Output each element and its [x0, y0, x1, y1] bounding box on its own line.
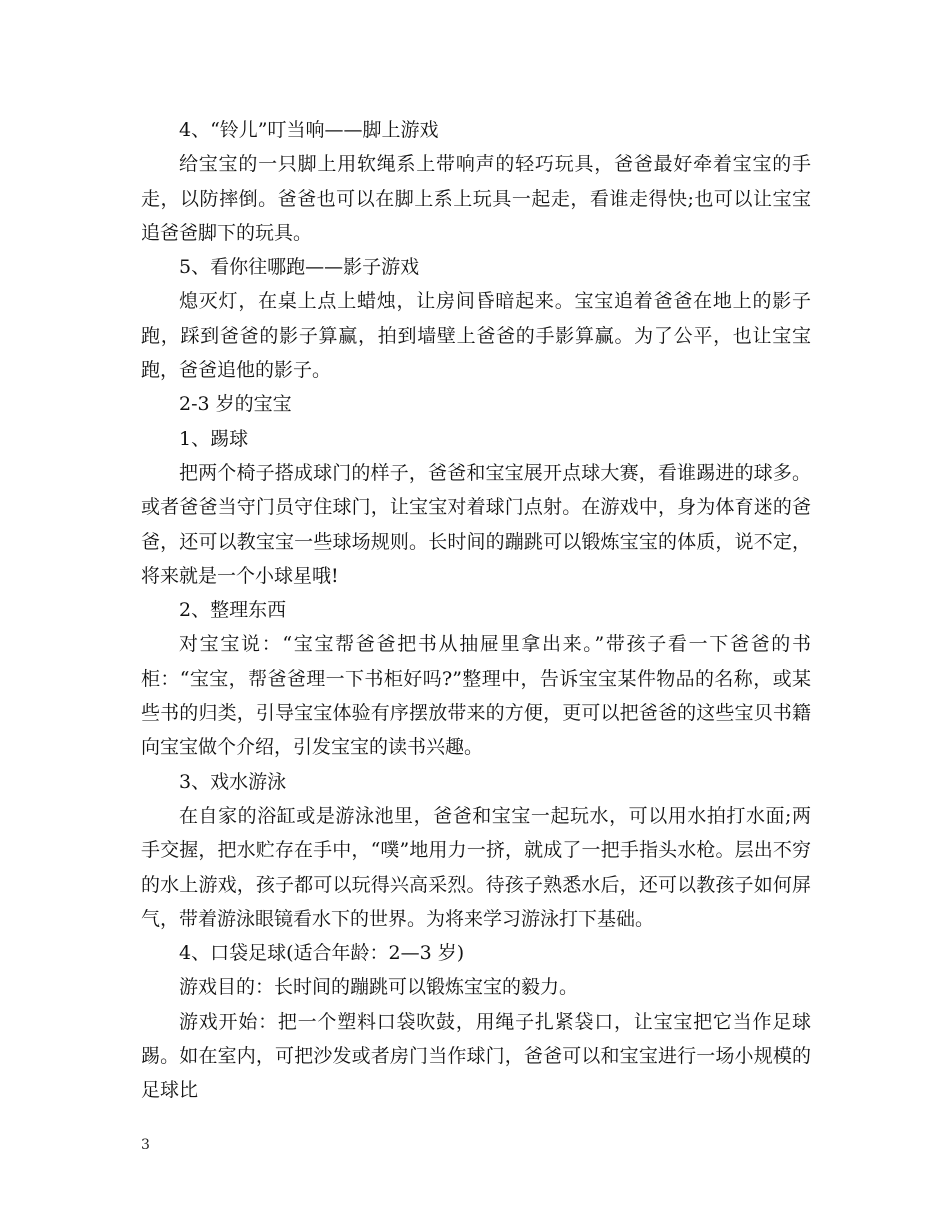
- heading-tidy-up: 2、整理东西: [179, 599, 287, 622]
- paragraph-bag-football-goal: 游戏目的：长时间的蹦跳可以锻炼宝宝的毅力。: [179, 976, 579, 999]
- paragraph-water-play: 在自家的浴缸或是游泳池里，爸爸和宝宝一起玩水，可以用水拍打水面;两手交握，把水贮存在手中，“噗”地用力一挤，就成了一把手指头水枪。层出不穷的水上游戏，孩子都可以玩得兴高采烈。待孩子熟悉水后，还可以教孩子如何屏气，带着游泳眼镜看水下的世界。为将来学习游泳打下基础。: [141, 804, 811, 930]
- paragraph-bag-football-start: 游戏开始：把一个塑料口袋吹鼓，用绳子扎紧袋口，让宝宝把它当作足球踢。如在室内，可把沙发或者房门当作球门，爸爸可以和宝宝进行一场小规模的足球比: [141, 1010, 811, 1102]
- paragraph-bell-game: 给宝宝的一只脚上用软绳系上带响声的轻巧玩具，爸爸最好牵着宝宝的手走，以防摔倒。爸爸也可以在脚上系上玩具一起走，看谁走得快;也可以让宝宝追爸爸脚下的玩具。: [141, 153, 811, 244]
- heading-water-play: 3、戏水游泳: [179, 770, 287, 793]
- document-body: [141, 113, 811, 1108]
- heading-shadow-game: 5、看你往哪跑——影子游戏: [179, 256, 420, 279]
- section-heading-age-2-3: 2-3 岁的宝宝: [179, 393, 292, 416]
- paragraph-shadow-game: 熄灭灯，在桌上点上蜡烛，让房间昏暗起来。宝宝追着爸爸在地上的影子跑，踩到爸爸的影子算赢，拍到墙壁上爸爸的手影算赢。为了公平，也让宝宝跑，爸爸追他的影子。: [141, 290, 811, 382]
- paragraph-tidy-up: 对宝宝说：“宝宝帮爸爸把书从抽屉里拿出来。”带孩子看一下爸爸的书柜：“宝宝，帮爸爸理一下书柜好吗?”整理中，告诉宝宝某件物品的名称，或某些书的归类，引导宝宝体验有序摆放带来的方便，更可以把爸爸的这些宝贝书籍向宝宝做个介绍，引发宝宝的读书兴趣。: [141, 633, 811, 759]
- page-number: 3: [141, 1137, 150, 1153]
- paragraph-kick-ball: 把两个椅子搭成球门的样子，爸爸和宝宝展开点球大赛，看谁踢进的球多。或者爸爸当守门员守住球门，让宝宝对着球门点射。在游戏中，身为体育迷的爸爸，还可以教宝宝一些球场规则。长时间的蹦跳可以锻炼宝宝的体质，说不定，将来就是一个小球星哦!: [141, 461, 811, 587]
- heading-bell-game: 4、“铃儿”叮当响——脚上游戏: [179, 119, 439, 141]
- heading-bag-football: 4、口袋足球(适合年龄：2—3 岁): [179, 942, 465, 965]
- heading-kick-ball: 1、踢球: [179, 427, 249, 450]
